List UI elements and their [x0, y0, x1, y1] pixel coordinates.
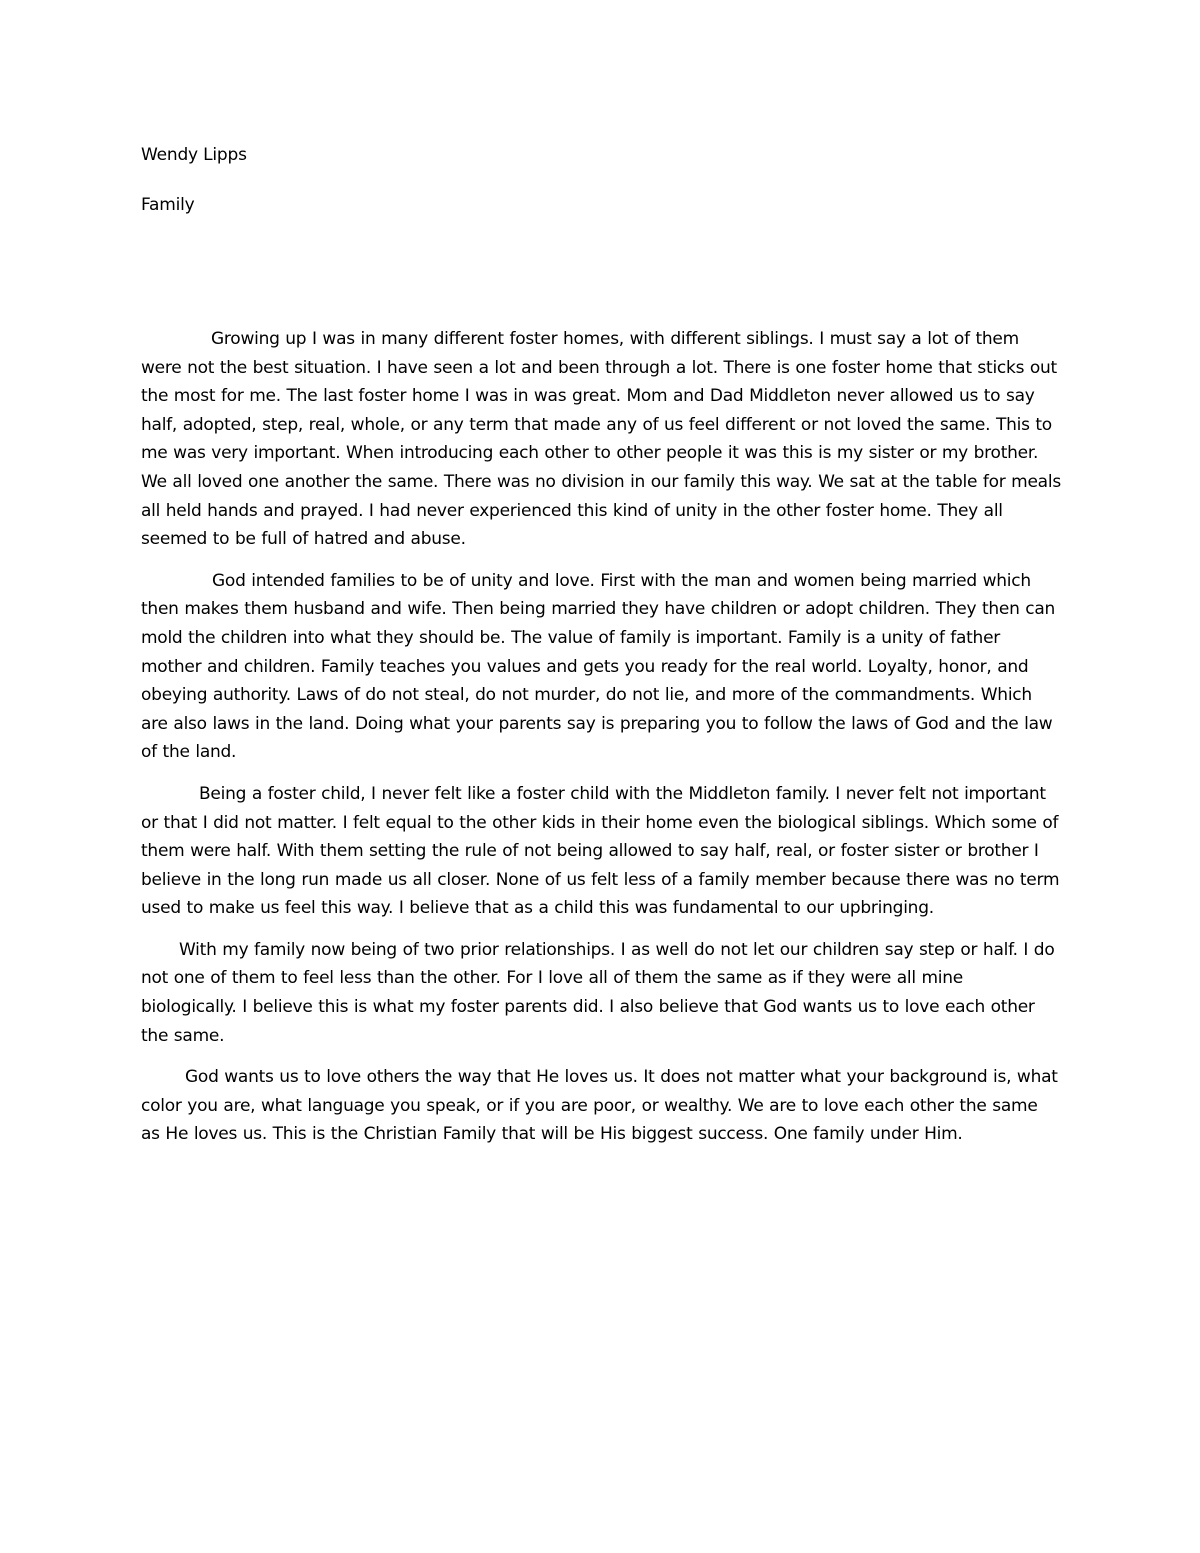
- document-title: Family: [141, 195, 195, 215]
- paragraph-5: God wants us to love others the way that He loves us. It does not matter what your background is, what color you are, what language you speak, or if you are poor, or wealthy. We are to love each other the same as He loves us. This is the Christian Family that will be His biggest success. One family under Him.: [141, 1067, 1058, 1145]
- paragraph-1: Growing up I was in many different foster homes, with different siblings. I must say a lot of them were not the best situation. I have seen a lot and been through a lot. There is one foster home that sticks out the most for me. The last foster home I was in was great. Mom and Dad Middleton never allowed us to say half, adopted, step, real, whole, or any term that made any of us feel different or not loved the same. This to me was very important. When introducing each other to other people it was this is my sister or my brother. We all loved one another the same. There was no division in our family this way. We sat at the table for meals all held hands and prayed. I had never experienced this kind of unity in the other foster home. They all seemed to be full of hatred and abuse.: [141, 329, 1061, 550]
- paragraph-4: With my family now being of two prior relationships. I as well do not let our children say step or half. I do not one of them to feel less than the other. For I love all of them the same as if they were all mine biologically. I believe this is what my foster parents did. I also believe that God wants us to love each other the same.: [141, 939, 1055, 1046]
- paragraph-3: Being a foster child, I never felt like a foster child with the Middleton family. I never felt not important or that I did not matter. I felt equal to the other kids in their home even the biological siblings. Which some of them were half. With them setting the rule of not being allowed to say half, real, or foster sister or brother I believe in the long run made us all closer. None of us felt less of a family member because there was no term used to make us feel this way. I believe that as a child this was fundamental to our upbringing.: [141, 783, 1060, 919]
- author-name: Wendy Lipps: [141, 145, 247, 165]
- essay-body: [141, 325, 1061, 1149]
- document-content: [141, 141, 1061, 1162]
- paragraph-2: God intended families to be of unity and love. First with the man and women being married which then makes them husband and wife. Then being married they have children or adopt children. They then can mold the children into what they should be. The value of family is important. Family is a unity of father mother and children. Family teaches you values and gets you ready for the real world. Loyalty, honor, and obeying authority. Laws of do not steal, do not murder, do not lie, and more of the commandments. Which are also laws in the land. Doing what your parents say is preparing you to follow the laws of God and the law of the land.: [141, 570, 1056, 763]
